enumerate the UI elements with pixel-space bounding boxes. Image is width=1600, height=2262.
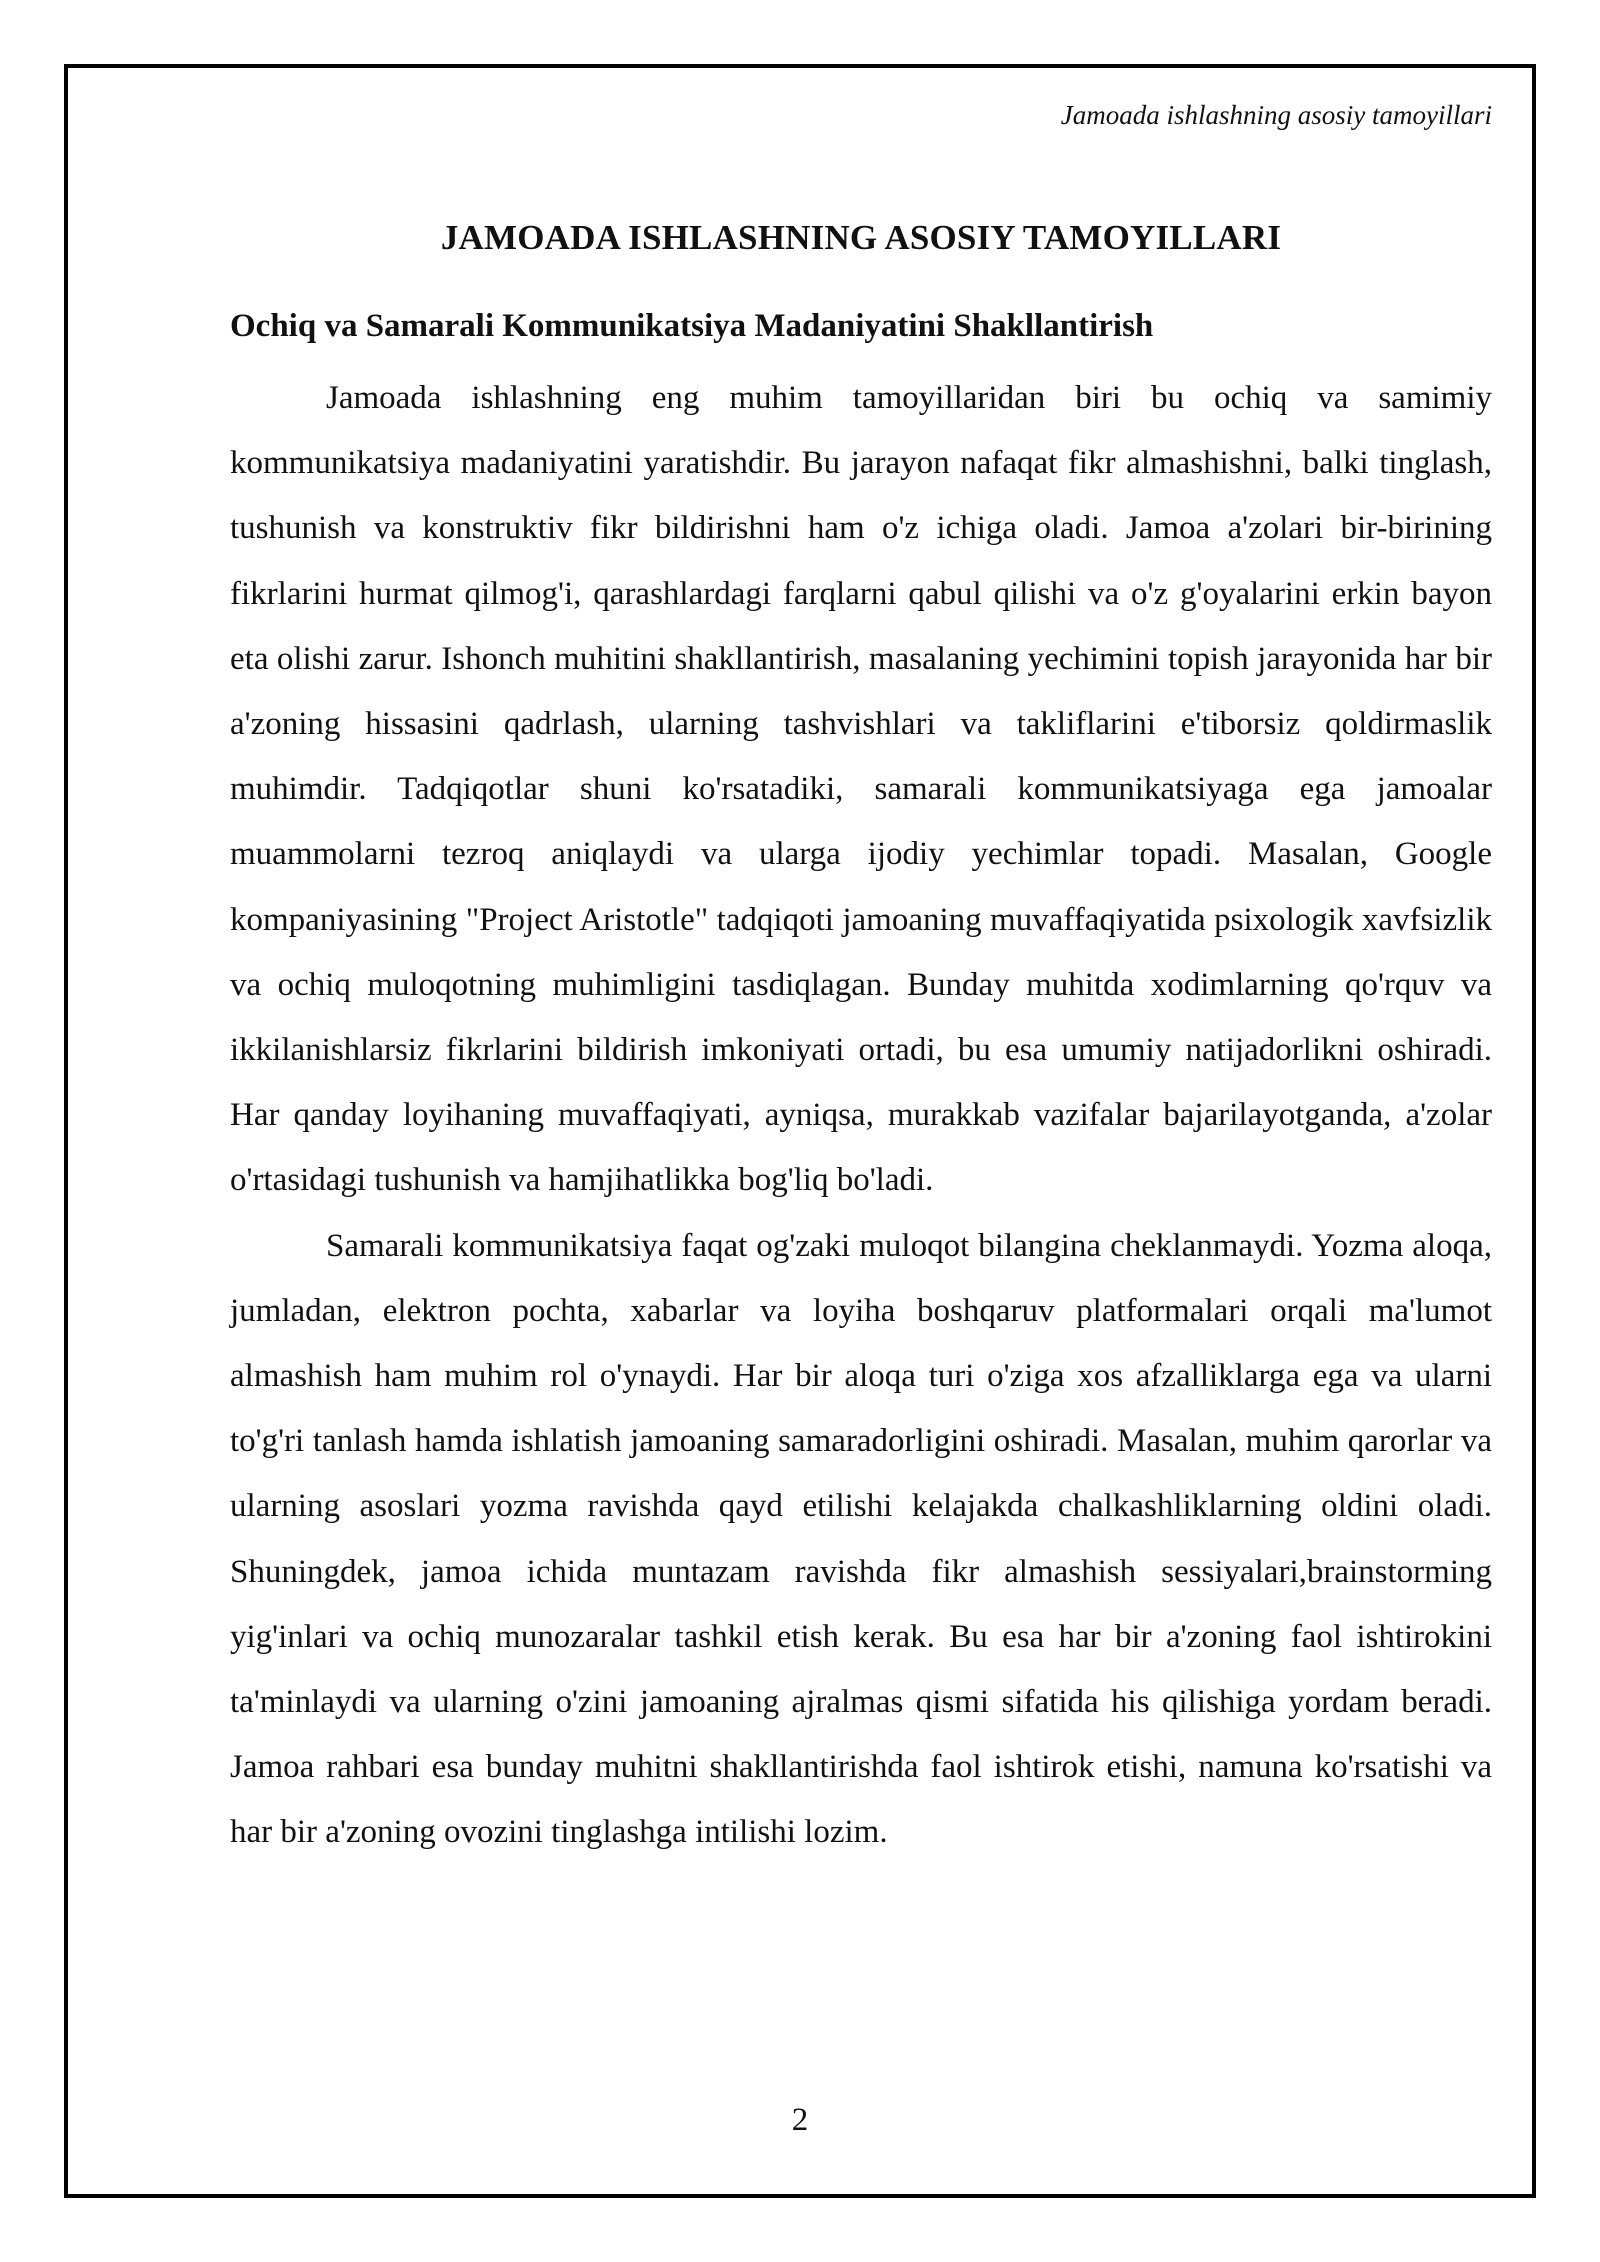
document-body: [230, 212, 1492, 1866]
running-header: Jamoada ishlashning asosiy tamoyillari: [1060, 100, 1492, 130]
paragraph-2: Samarali kommunikatsiya faqat og'zaki muloqot bilangina cheklanmaydi. Yozma aloqa, jumladan, elektron pochta, xabarlar va loyiha boshqaruv platformalari orqali ma'lumot almashish ham muhim rol o'ynaydi. Har bir aloqa turi o'ziga xos afzalliklarga ega va ularni to'g'ri tanlash hamda ishlatish jamoaning samaradorligini oshiradi. Masalan, muhim qarorlar va ularning asoslari yozma ravishda qayd etilishi kelajakda chalkashliklarning oldini oladi. Shuningdek, jamoa ichida muntazam ravishda fikr almashish sessiyalari,brainstorming yig'inlari va ochiq munozaralar tashkil etish kerak. Bu esa har bir a'zoning faol ishtirokini ta'minlaydi va ularning o'zini jamoaning ajralmas qismi sifatida his qilishiga yordam beradi. Jamoa rahbari esa bunday muhitni shakllantirishda faol ishtirok etishi, namuna ko'rsatishi va har bir a'zoning ovozini tinglashga intilishi lozim.: [230, 1227, 1492, 1851]
section-heading: Ochiq va Samarali Kommunikatsiya Madaniyatini Shakllantirish: [230, 308, 1154, 344]
page-number: 2: [791, 2102, 809, 2138]
paragraph-1: Jamoada ishlashning eng muhim tamoyillaridan biri bu ochiq va samimiy kommunikatsiya madaniyatini yaratishdir. Bu jarayon nafaqat fikr almashishni, balki tinglash, tushunish va konstruktiv fikr bildirishni ham o'z ichiga oladi. Jamoa a'zolari bir-birining fikrlarini hurmat qilmog'i, qarashlardagi farqlarni qabul qilishi va o'z g'oyalarini erkin bayon eta olishi zarur. Ishonch muhitini shakllantirish, masalaning yechimini topish jarayonida har bir a'zoning hissasini qadrlash, ularning tashvishlari va takliflarini e'tiborsiz qoldirmaslik muhimdir. Tadqiqotlar shuni ko'rsatadiki, samarali kommunikatsiyaga ega jamoalar muammolarni tezroq aniqlaydi va ularga ijodiy yechimlar topadi. Masalan, Google kompaniyasining "Project Aristotle" tadqiqoti jamoaning muvaffaqiyatida psixologik xavfsizlik va ochiq muloqotning muhimligini tasdiqlagan. Bunday muhitda xodimlarning qo'rquv va ikkilanishlarsiz fikrlarini bildirish imkoniyati ortadi, bu esa umumiy natijadorlikni oshiradi. Har qanday loyihaning muvaffaqiyati, ayniqsa, murakkab vazifalar bajarilayotganda, a'zolar o'rtasidagi tushunish va hamjihatlikka bog'liq bo'ladi.: [230, 380, 1492, 1199]
document-title: JAMOADA ISHLASHNING ASOSIY TAMOYILLARI: [440, 218, 1282, 257]
